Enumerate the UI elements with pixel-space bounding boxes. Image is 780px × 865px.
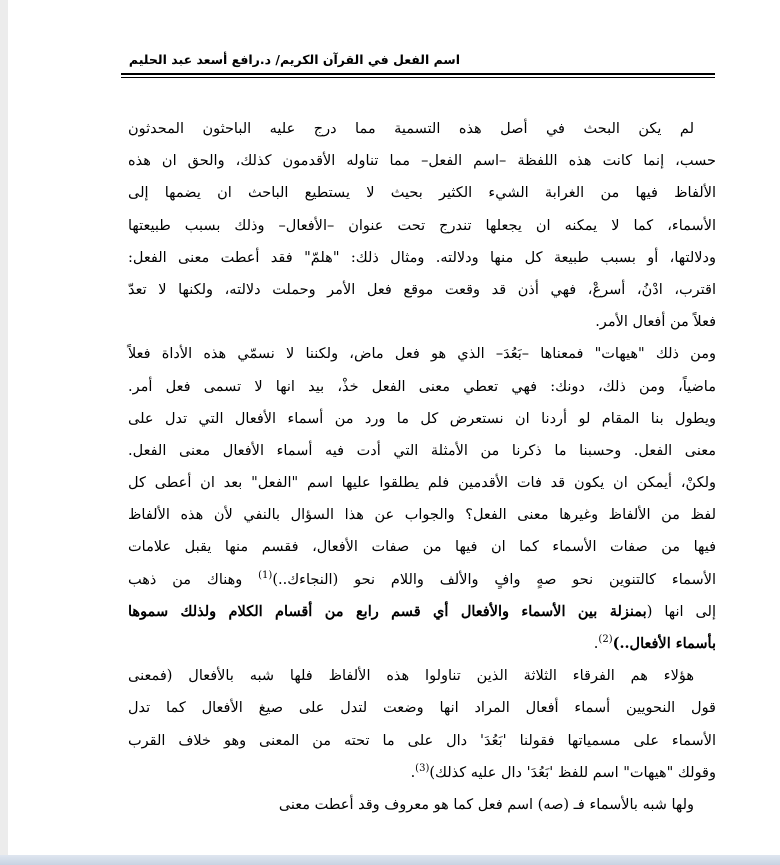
line-text: ودلالتها، أو بسبب طبيعة كل منها ودلالته. ومثال ذلك: "هلمّ" فقد أعطت معنى الفعل:	[128, 249, 716, 266]
line-text: وقولك "هيهات" اسم للفظ 'بَعُدَ' دال عليه كذلك)	[429, 764, 716, 781]
text-line	[128, 371, 716, 403]
text-line	[128, 435, 716, 467]
line-text: اقترب، ادْنُ، أسرعْ، فهي أذن قد وقعت موقع فعل الأمر وحملت دلالته، ولكنها لا تعدّ	[128, 281, 716, 298]
line-text: الأسماء كالتنوين نحو صهٍ وافٍ والألف واللام نحو (النجاءك..)	[272, 571, 716, 588]
text-line	[128, 757, 716, 789]
window-bottom-bar	[0, 855, 780, 865]
line-text: لفظ من الألفاظ وغيرها معنى الفعل؟ والجواب عن هذا السؤال بالنفي لأن هذه الألفاظ	[128, 507, 716, 524]
text-line	[128, 628, 716, 660]
bold-quote: بمنزلة بين الأسماء والأفعال أي قسم رابع من أقسام الكلام ولذلك سموها	[128, 602, 647, 620]
footnote-ref[interactable]: (1)	[258, 569, 273, 581]
line-text-tail: وهناك من ذهب	[128, 571, 259, 588]
text-line	[128, 789, 716, 821]
text-line	[128, 306, 716, 338]
line-text: قول النحويين أسماء أفعال المراد انها وضعت لتدل على صيغ الأفعال كما تدل	[128, 700, 716, 717]
footnote-ref[interactable]: (3)	[415, 762, 430, 774]
bold-quote: بأسماء الأفعال..)	[612, 635, 716, 652]
header-rule-thin	[121, 77, 715, 78]
line-text: معنى الفعل. وحسبنا ما ذكرنا من الأمثلة التي أدت فيه أسماء الأفعال معنى الفعل.	[128, 442, 716, 459]
text-line	[128, 274, 716, 306]
line-text-tail: .	[593, 636, 599, 652]
body-text	[128, 113, 716, 821]
line-text: ويطول بنا المقام لو أردنا ان نستعرض كل ما ورد من أسماء الأفعال التي تدل على	[128, 410, 716, 427]
running-header: اسم الفعل في القرآن الكريم/ د.رافع أسعد عبد الحليم	[128, 52, 460, 67]
header-rule	[121, 73, 715, 75]
line-text: إلى انها (	[646, 603, 716, 620]
text-line	[128, 403, 716, 435]
text-line	[128, 531, 716, 563]
text-line	[128, 177, 716, 209]
text-line	[128, 660, 716, 692]
line-text: ولكنْ، أيمكن ان يكون قد فات الأقدمين فلم يطلقوا عليها اسم "الفعل" بعد ان أعطى كل	[128, 475, 716, 492]
line-text: الألفاظ فيها من الغرابة الشيء الكثير بحيث لا يستطيع الباحث ان يضمها إلى	[128, 185, 716, 202]
line-text: لم يكن البحث في أصل هذه التسمية مما درج عليه الباحثون المحدثون	[128, 121, 694, 137]
footnote-ref[interactable]: (2)	[598, 634, 613, 646]
line-text: ولها شبه بالأسماء فـ (صه) اسم فعل كما هو معروف وقد أعطت معنى	[278, 796, 694, 813]
text-line	[128, 338, 716, 370]
line-text: ومن ذلك "هيهات" فمعناها –بَعُدَ– الذي هو فعل ماض، ولكننا لا نسمّي هذه الأداة فعلاً	[128, 346, 716, 363]
text-line	[128, 692, 716, 724]
text-line	[128, 596, 716, 628]
text-line	[128, 564, 716, 596]
text-line	[128, 145, 716, 177]
line-text: فعلاً من أفعال الأمر.	[595, 314, 716, 331]
text-line	[128, 210, 716, 242]
line-text: الأسماء على مسمياتها فقولنا 'بَعُدَ' دال على ما تحته من المعنى وهو خلاف القرب	[128, 732, 716, 749]
text-line	[128, 242, 716, 274]
line-text: ماضياً، ومن ذلك، دونك: فهي تعطي معنى الفعل خذْ، بيد انها لا تسمى فعل أمر.	[128, 378, 716, 395]
text-line	[128, 725, 716, 757]
text-line	[128, 467, 716, 499]
line-text-tail: .	[410, 764, 416, 781]
text-line	[128, 499, 716, 531]
page-left-edge	[0, 0, 8, 865]
line-text: هؤلاء هم الفرقاء الثلاثة الذين تناولوا هذه الألفاظ فلها شبه بالأفعال (فمعنى	[128, 668, 694, 685]
line-text: الأسماء، كما لا يمكنه ان يجعلها تندرج تحت عنوان –الأفعال– وذلك بسبب طبيعتها	[128, 217, 716, 234]
line-text: فيها من صفات الأسماء كما ان فيها من صفات الأفعال، فقسم منها يقبل علامات	[128, 539, 716, 556]
line-text: حسب، إنما كانت هذه اللفظة –اسم الفعل– مما تناوله الأقدمون كذلك، والحق ان هذه	[128, 153, 716, 170]
text-line	[128, 113, 716, 145]
